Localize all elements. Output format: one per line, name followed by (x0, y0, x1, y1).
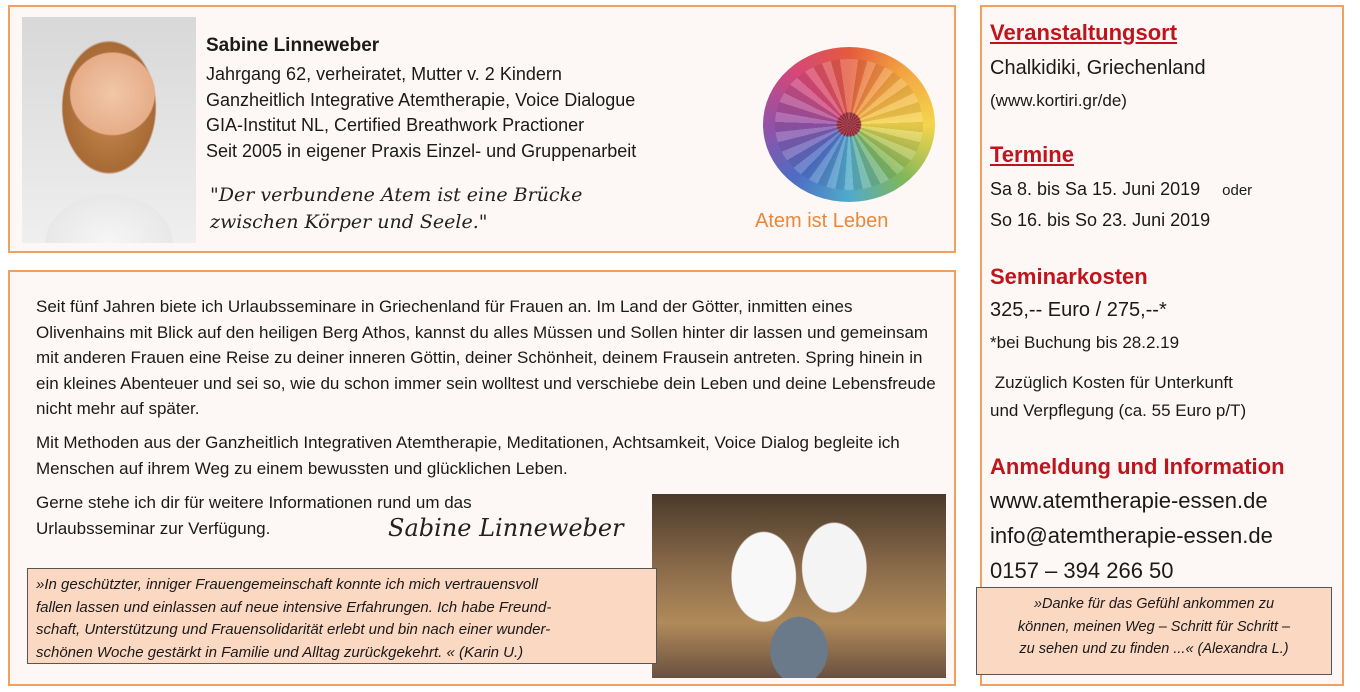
bio-line: Seit 2005 in eigener Praxis Einzel- und Gruppenarbeit (206, 140, 637, 161)
contact-offer-line: Gerne stehe ich dir für weitere Informationen rund um das (36, 493, 472, 512)
extra-costs-line: Zuzüglich Kosten für Unterkunft (990, 373, 1233, 392)
phone-number[interactable]: 0157 – 394 266 50 (990, 558, 1174, 583)
quote-line: "Der verbundene Atem ist eine Brücke (210, 184, 583, 206)
profile-quote (210, 182, 582, 236)
bio-line: Ganzheitlich Integrative Atemtherapie, Voice Dialogue (206, 89, 636, 110)
profile-name: Sabine Linneweber (206, 35, 380, 56)
date-1-text: Sa 8. bis Sa 15. Juni 2019 (990, 179, 1201, 199)
description-box (8, 270, 956, 686)
bio-line: Jahrgang 62, verheiratet, Mutter v. 2 Kindern (206, 64, 562, 84)
quote-line: zwischen Körper und Seele." (210, 211, 488, 233)
bio-line: GIA-Institut NL, Certified Breathwork Practioner (206, 115, 585, 135)
profile-box (8, 5, 956, 253)
paragraph-methods: Mit Methoden aus der Ganzheitlich Integrativen Atemtherapie, Meditationen, Achtsamkeit, Voice Dialog begleite ich Menschen auf ihrem Weg zu einem bewussten und glücklichen Leben. (36, 433, 900, 478)
price: 325,-- Euro / 275,--* (990, 299, 1167, 321)
dancing-women-photo (652, 494, 946, 678)
info-sidebar (980, 5, 1344, 686)
signature: Sabine Linneweber (388, 514, 624, 542)
testimonial-line: schaft, Unterstützung und Frauensolidarität erlebt und bin nach einer wunder- (36, 621, 551, 638)
costs-heading: Seminarkosten (990, 264, 1148, 289)
testimonial-alexandra (976, 587, 1332, 675)
paragraph-intro: Seit fünf Jahren biete ich Urlaubsseminare in Griechenland für Frauen an. Im Land der Götter, inmitten eines Olivenhains mit Blick auf den heiligen Berg Athos, kannst du alles Müssen und Sollen hinter dir lassen und gemeinsam mit anderen Frauen eine Reise zu deiner inneren Göttin, deiner Schönheit, deinem Frausein antreten. Spring hinein in ein kleines Abenteuer und sei so, wie du schon immer sein wolltest und verschiebe dein Leben und deine Lebensfreude nicht mehr auf später. (36, 297, 936, 418)
email-link[interactable]: info@atemtherapie-essen.de (990, 523, 1273, 548)
date-option-1 (990, 179, 1252, 200)
dates-heading: Termine (990, 142, 1074, 167)
website-link[interactable]: www.atemtherapie-essen.de (990, 488, 1268, 513)
venue-url[interactable]: (www.kortiri.gr/de) (990, 91, 1127, 110)
mandala-image (763, 47, 935, 202)
motto-text: Atem ist Leben (755, 210, 889, 232)
extra-costs-line: und Verpflegung (ca. 55 Euro p/T) (990, 401, 1247, 420)
contact-heading: Anmeldung und Information (990, 454, 1285, 479)
testimonial-line: zu sehen und zu finden ...« (Alexandra L.) (1019, 641, 1289, 657)
venue-location: Chalkidiki, Griechenland (990, 57, 1206, 79)
testimonial-line: »In geschützter, inniger Frauengemeinschaft konnte ich mich vertrauensvoll (36, 576, 538, 593)
venue-heading: Veranstaltungsort (990, 20, 1178, 45)
testimonial-line: fallen lassen und einlassen auf neue intensive Erfahrungen. Ich habe Freund- (36, 598, 552, 616)
contact-offer-line: Urlaubsseminar zur Verfügung. (36, 518, 271, 538)
testimonial-line: können, meinen Weg – Schritt für Schritt – (1017, 618, 1291, 635)
price-note: *bei Buchung bis 28.2.19 (990, 333, 1180, 352)
profile-bio (206, 62, 636, 164)
date-or-text: oder (1222, 182, 1253, 199)
portrait-photo (22, 17, 196, 243)
testimonial-line: »Danke für das Gefühl ankommen zu (1033, 596, 1275, 612)
date-option-2: So 16. bis So 23. Juni 2019 (990, 210, 1211, 230)
testimonial-karin (27, 568, 657, 664)
testimonial-line: schönen Woche gestärkt in Familie und Alltag zurückgekehrt. « (Karin U.) (36, 643, 524, 661)
